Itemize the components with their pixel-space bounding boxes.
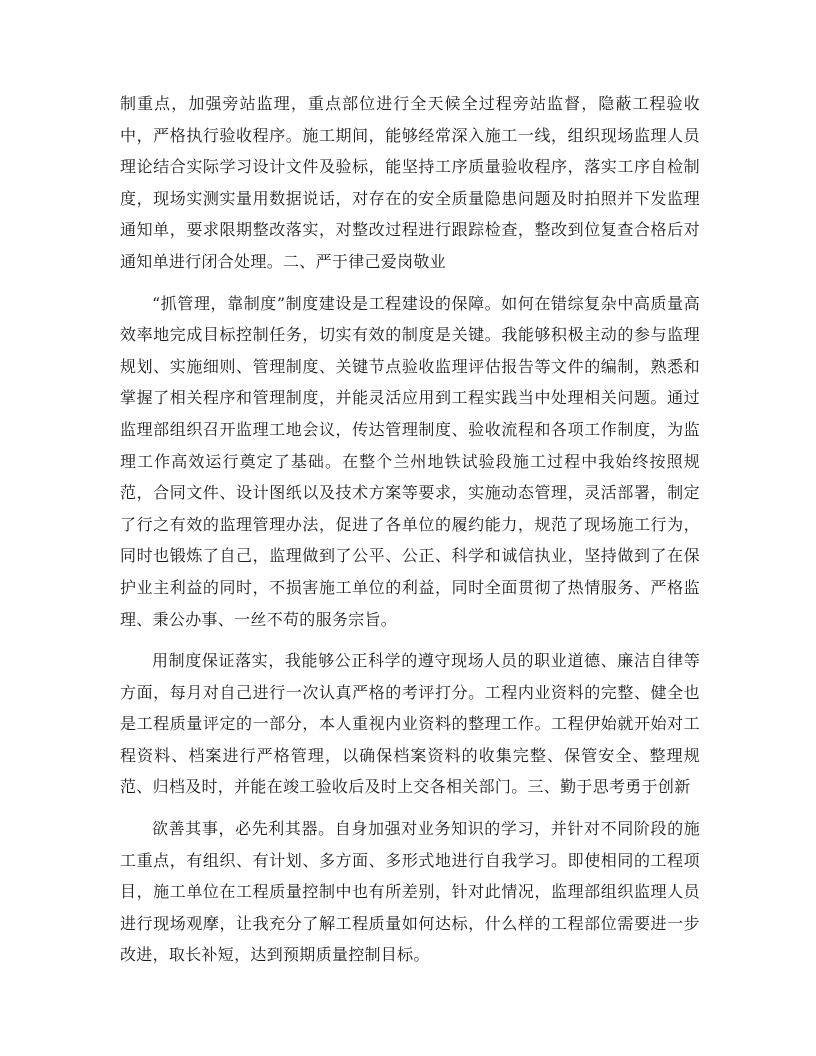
paragraph-2: “抓管理，靠制度”制度建设是工程建设的保障。如何在错综复杂中高质量高效率地完成目标控制任务，切实有效的制度是关键。我能够积极主动的参与监理规划、实施细则、管理制度、关键节点验收监理评估报告等文件的编制，熟悉和掌握了相关程序和管理制度，并能灵活应用到工程实践当中处理相关问题。通过监理部组织召开监理工地会议，传达管理制度、验收流程和各项工作制度，为监理工作高效运行奠定了基础。在整个兰州地铁试验段施工过程中我始终按照规范，合同文件、设计图纸以及技术方案等要求，实施动态管理，灵活部署，制定了行之有效的监理管理办法，促进了各单位的履约能力，规范了现场施工行为，同时也锻炼了自己，监理做到了公平、公正、科学和诚信执业，坚持做到了在保护业主利益的同时，不损害施工单位的利益，同时全面贯彻了热情服务、严格监理、秉公办事、一丝不苟的服务宗旨。 <box>120 293 700 629</box>
paragraph-4: 欲善其事，必先利其器。自身加强对业务知识的学习，并针对不同阶段的施工重点，有组织、有计划、多方面、多形式地进行自我学习。即使相同的工程项目，施工单位在工程质量控制中也有所差别，针对此情况，监理部组织监理人员进行现场观摩，让我充分了解工程质量如何达标，什么样的工程部位需要进一步改进，取长补短，达到预期质量控制目标。 <box>120 819 700 965</box>
paragraph-3: 用制度保证落实，我能够公正科学的遵守现场人员的职业道德、廉洁自律等方面，每月对自己进行一次认真严格的考评打分。工程内业资料的完整、健全也是工程质量评定的一部分，本人重视内业资料的整理工作。工程伊始就开始对工程资料、档案进行严格管理，以确保档案资料的收集完整、保管安全、整理规范、归档及时，并能在竣工验收后及时上交各相关部门。三、勤于思考勇于创新 <box>120 651 700 797</box>
paragraph-1: 制重点，加强旁站监理，重点部位进行全天候全过程旁站监督，隐蔽工程验收中，严格执行验收程序。施工期间，能够经常深入施工一线，组织现场监理人员理论结合实际学习设计文件及验标，能坚持工序质量验收程序，落实工序自检制度，现场实测实量用数据说话，对存在的安全质量隐患问题及时拍照并下发监理通知单，要求限期整改落实，对整改过程进行跟踪检查，整改到位复查合格后对通知单进行闭合处理。二、严于律己爱岗敬业 <box>120 94 700 271</box>
document-body <box>120 88 700 981</box>
